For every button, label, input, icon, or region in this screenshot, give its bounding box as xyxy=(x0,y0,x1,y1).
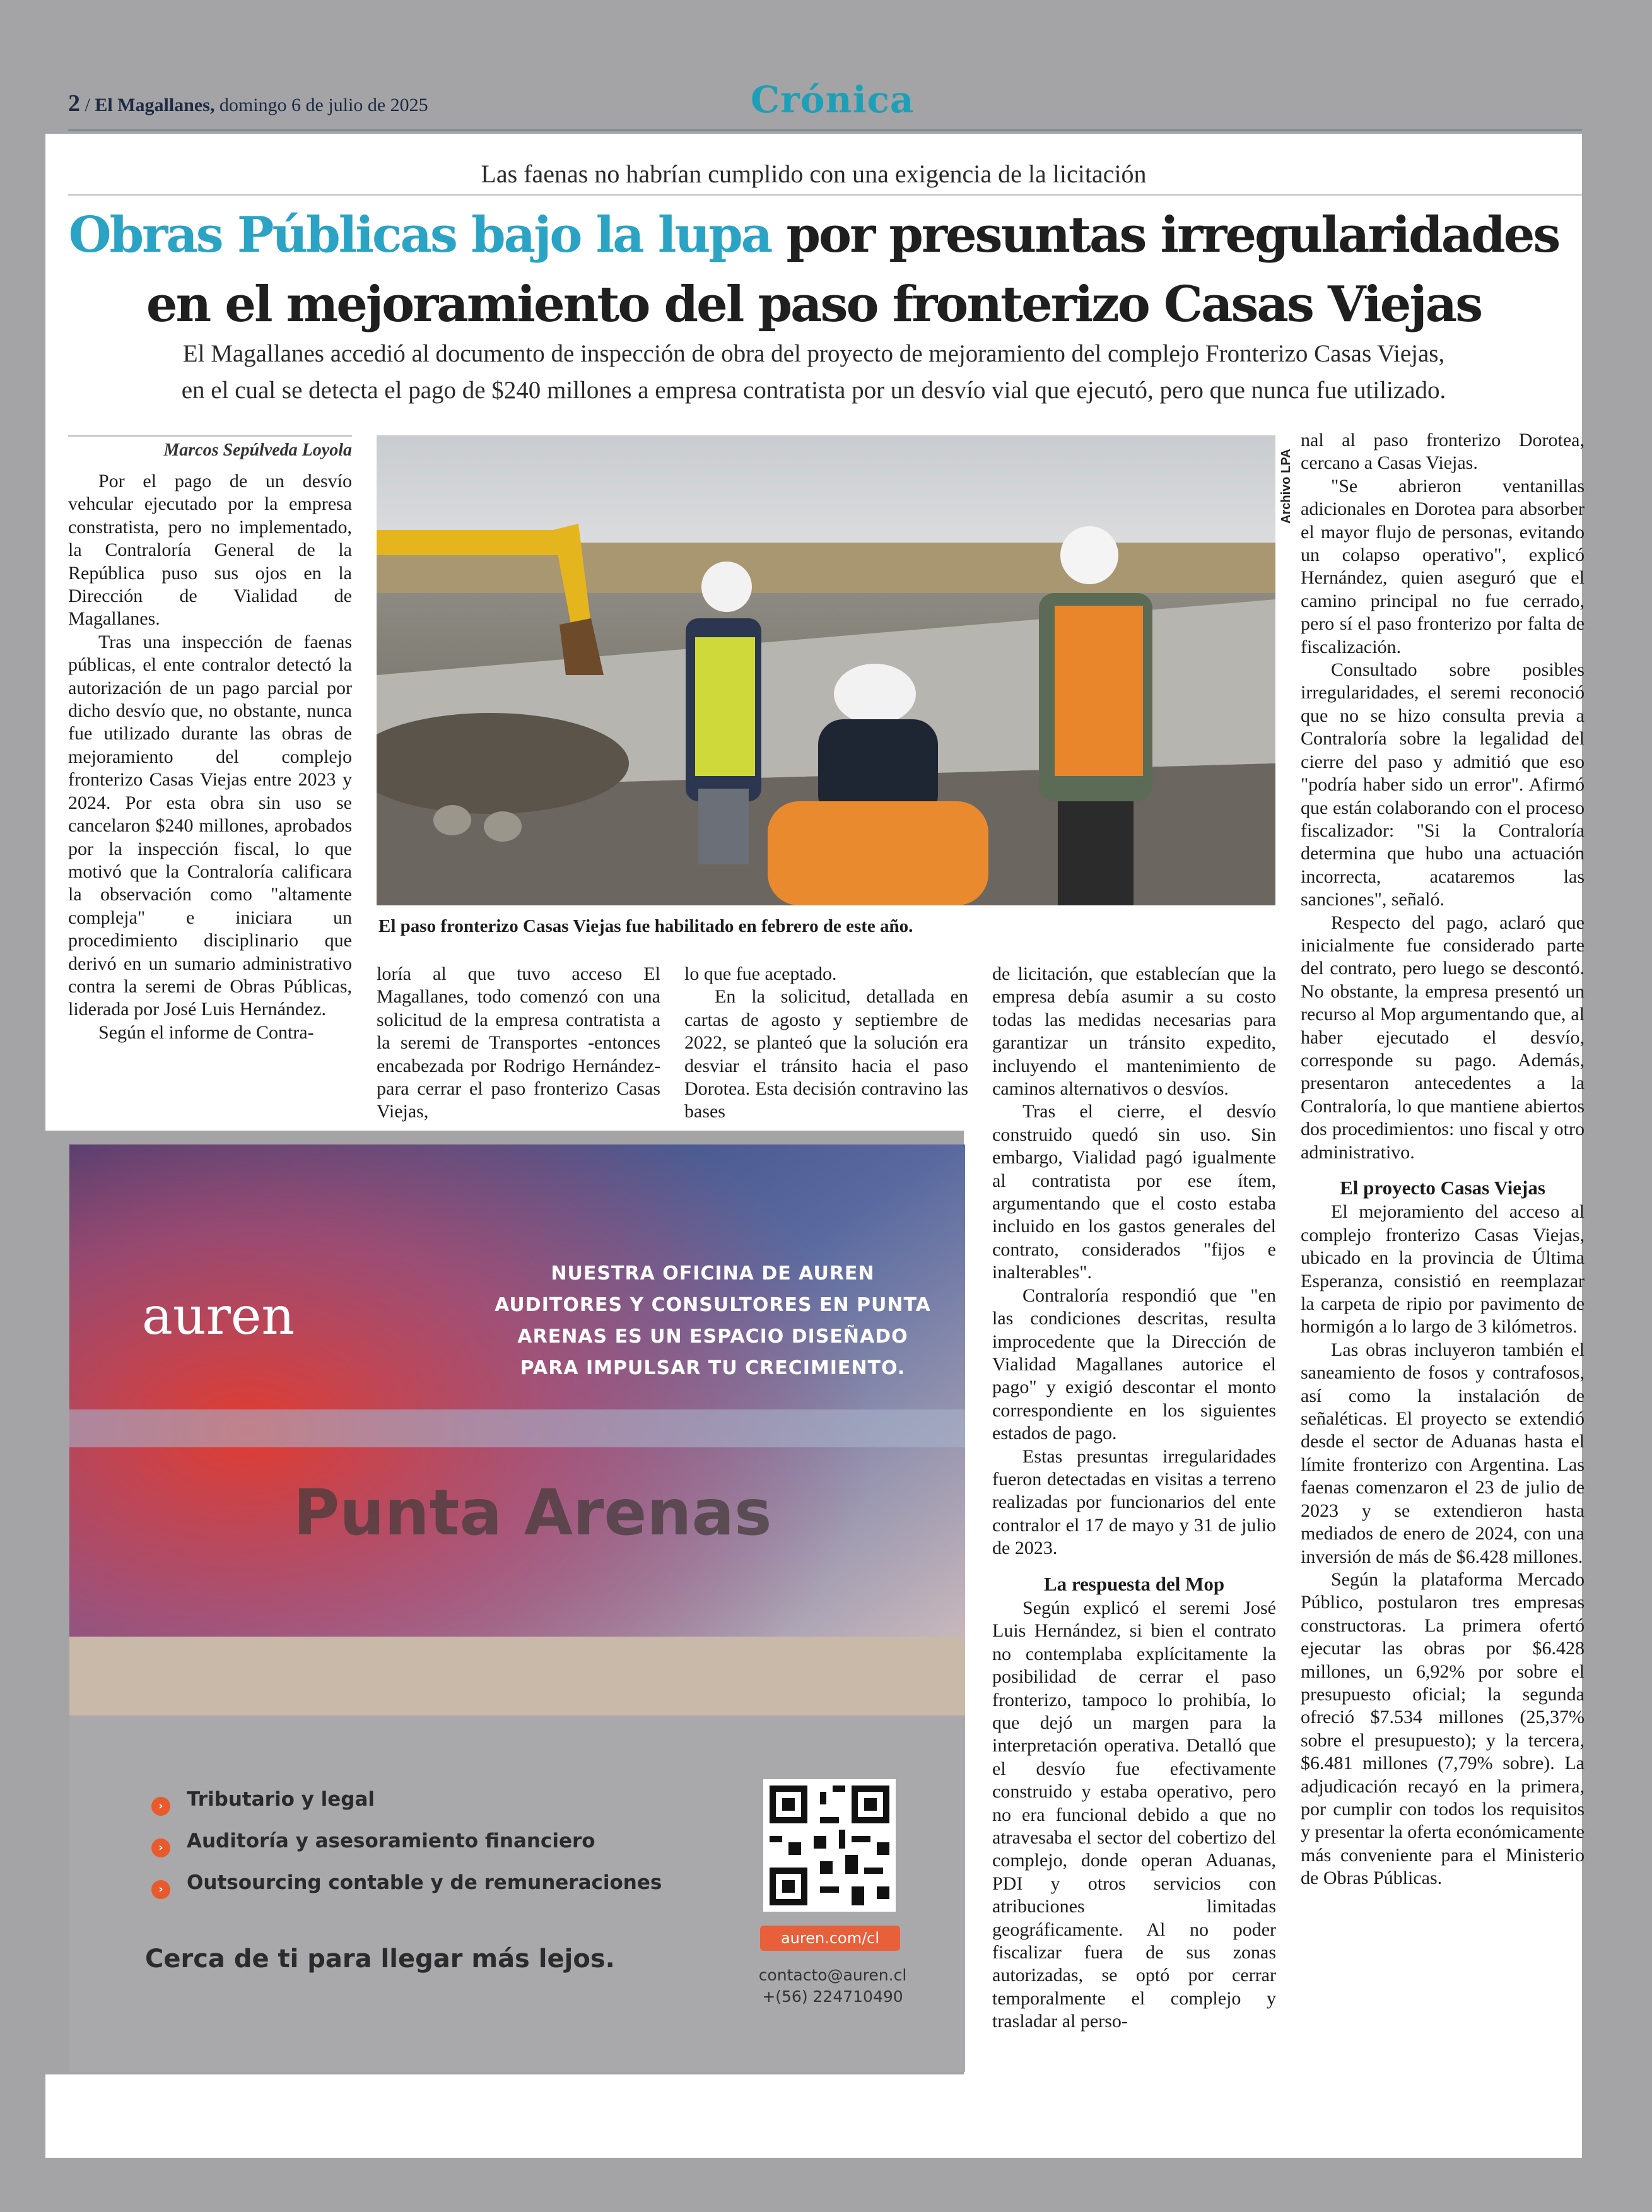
paragraph: loría al que tuvo acceso El Magallanes, todo comenzó con una solicitud de la empresa contratista a la seremi de Transportes -entonces encabezada por Rodrigo Hernández- para cerrar el paso fronterizo Casas Viejas, xyxy=(377,963,660,1122)
text-column-4 xyxy=(992,963,1276,2033)
ad-contact xyxy=(744,1965,921,2008)
ad-service-item xyxy=(151,1871,662,1899)
paragraph: Respecto del pago, aclaró que inicialmente fue considerado parte del contrato, pero luego se descontó. No obstante, la empresa presentó un recurso al Mop argumentando que, al haber ejecutado el desvío, corresponde su pago. Además, presentaron antecedentes a la Contraloría, lo que mantiene abiertos dos procedimientos: uno fiscal y otro administrativo. xyxy=(1301,912,1585,1163)
paragraph: Consultado sobre posibles irregularidades, el seremi reconoció que no se hizo consulta previa a Contraloría sobre la legalidad del cierre del paso y admitió que eso "podría haber sido un error". Afirmó que están colaborando con el proceso fiscalizador: "Si la Contraloría determina que hubo una actuación incorrecta, acataremos las sanciones", señaló. xyxy=(1301,659,1585,910)
ad-message-line: NUESTRA OFICINA DE AUREN xyxy=(551,1262,875,1285)
ad-website-link[interactable]: auren.com/cl xyxy=(760,1926,900,1951)
paragraph: Tras una inspección de faenas públicas, el ente contralor detectó la autorización de un pago parcial por dicho desvío que, no obstante, nunca fue utilizado durante las obras de mejoramiento del complejo fronterizo Casas Viejas entre 2023 y 2024. Por esta obra sin uso se cancelaron $240 millones, aprobados por la inspección fiscal, lo que motivó que la Contraloría calificara la observación como "altamente compleja" e iniciara un procedimiento disciplinario que derivó en un sumario administrativo contra la seremi de Obras Públicas, liderada por José Luis Hernández. xyxy=(68,631,352,1020)
ad-email[interactable]: contacto@auren.cl xyxy=(758,1966,907,1984)
paragraph: nal al paso fronterizo Dorotea, cercano a Casas Viejas. xyxy=(1301,430,1585,474)
arrow-bullet-icon: › xyxy=(151,1797,170,1816)
ad-service-label: Outsourcing contable y de remuneraciones xyxy=(187,1871,662,1894)
arrow-bullet-icon: › xyxy=(151,1880,170,1899)
issue-date: domingo 6 de julio de 2025 xyxy=(219,95,428,115)
article-subhead xyxy=(95,336,1533,409)
paragraph: Tras el cierre, el desvío construido quedó sin uso. Sin embargo, Vialidad pagó igualmente al contratista por ese ítem, argumentando que el costo estaba incluido en los gastos generales del contrato, considerados "fijos e inalterables". xyxy=(992,1101,1276,1283)
paragraph: Estas presuntas irregularidades fueron detectadas en visitas a terreno realizadas por funcionarios del ente contralor el 17 de mayo y 31 de julio de 2023. xyxy=(992,1445,1276,1559)
paragraph: En la solicitud, detallada en cartas de agosto y septiembre de 2022, se planteó que la solución era desviar el tránsito hacia el paso Dorotea. Esta decisión contravino las bases xyxy=(684,986,968,1122)
subhead-line1: El Magallanes accedió al documento de inspección de obra del proyecto de mejoramiento del complejo Fronterizo Casas Viejas, xyxy=(182,340,1445,367)
subhead-line2: en el cual se detecta el pago de $240 millones a empresa contratista por un desvío vial que ejecutó, pero que nunca fue utilizado. xyxy=(181,377,1446,404)
ad-background-image xyxy=(69,1144,965,1715)
paragraph: Por el pago de un desvío vehcular ejecutado por la empresa constratista, pero no implementado, la Contraloría General de la República puso sus ojos en la Dirección de Vialidad de Magallanes. xyxy=(68,471,352,630)
ad-service-label: Tributario y legal xyxy=(187,1788,375,1811)
auren-logo: auren xyxy=(142,1286,295,1346)
header-rule xyxy=(68,129,1582,131)
paragraph: Según la plataforma Mercado Público, postularon tres empresas constructoras. La primera ofertó ejecutar las obras por $6.428 millones, un 6,92% por sobre el presupuesto oficial; la segunda ofreció $7.534 millones (25,37% sobre el presupuesto); y la tercera, $6.481 millones (7,79% sobre). La adjudicación recayó en la primera, por cumplir con todos los requisitos y presentar la oferta económicamente más conveniente para el Ministerio de Obras Públicas. xyxy=(1301,1568,1585,1889)
paragraph: Las obras incluyeron también el saneamiento de fosos y contrafosos, así como la instalación de señaléticas. El proyecto se extendió desde el sector de Aduanas hasta el límite fronterizo con Argentina. Las faenas comenzaron el 23 de julio de 2023 y se extendieron hasta mediados de enero de 2024, con una inversión de más de $6.428 millones. xyxy=(1301,1339,1585,1567)
ad-message-line: PARA IMPULSAR TU CRECIMIENTO. xyxy=(520,1357,906,1379)
ad-message xyxy=(486,1258,940,1384)
paragraph: lo que fue aceptado. xyxy=(684,963,837,984)
photo-credit-text: Archivo LPA xyxy=(1279,449,1293,524)
page-background-bottom xyxy=(45,2074,992,2158)
paragraph: "Se abrieron ventanillas adicionales en Dorotea para absorber el mayor flujo de personas, evitando un colapso operativo", explicó Hernández, quien aseguró que el camino principal no fue cerrado, pero sí el paso fronterizo por falta de fiscalización. xyxy=(1301,475,1585,657)
ad-phone[interactable]: +(56) 224710490 xyxy=(762,1987,903,2006)
subheading-mop-response: La respuesta del Mop xyxy=(1043,1572,1225,1595)
ad-service-item xyxy=(151,1788,375,1816)
page-folio xyxy=(68,90,428,117)
photo-caption: El paso fronterizo Casas Viejas fue habilitado en febrero de este año. xyxy=(378,916,913,936)
paragraph: de licitación, que establecían que la empresa debía asumir a su costo todas las medidas necesarias para garantizar un tránsito expedito, incluyendo el mantenimiento de caminos alternativos o desvíos. xyxy=(992,963,1276,1100)
ad-message-line: ARENAS ES UN ESPACIO DISEÑADO xyxy=(517,1326,908,1348)
ad-banner xyxy=(69,1144,965,1715)
folio-separator: / xyxy=(85,95,90,115)
paragraph: Según el informe de Contra- xyxy=(98,1021,314,1043)
page-number: 2 xyxy=(68,90,80,117)
subheading-project: El proyecto Casas Viejas xyxy=(1340,1177,1545,1199)
photo-credit xyxy=(1279,435,1298,524)
text-column-1 xyxy=(68,470,352,1044)
headline-line1: por presuntas irregularidades xyxy=(771,206,1559,264)
ad-message-line: AUDITORES Y CONSULTORES EN PUNTA xyxy=(495,1294,931,1316)
article-photo xyxy=(377,435,1275,905)
qr-code-graphic xyxy=(763,1779,896,1912)
arrow-bullet-icon: › xyxy=(151,1838,170,1857)
text-column-2 xyxy=(377,963,660,1124)
newspaper-name: El Magallanes, xyxy=(95,95,215,115)
text-column-5 xyxy=(1301,429,1585,1890)
ad-service-item xyxy=(151,1830,595,1857)
qr-code-icon[interactable] xyxy=(763,1779,896,1912)
article-headline xyxy=(45,201,1582,339)
headline-highlight: Obras Públicas bajo la lupa xyxy=(68,206,771,264)
article-kicker: Las faenas no habrían cumplido con una exigencia de la licitación xyxy=(481,160,1147,188)
text-column-3 xyxy=(684,963,968,1124)
ad-service-label: Auditoría y asesoramiento financiero xyxy=(187,1830,595,1852)
section-title: Crónica xyxy=(751,78,915,121)
paragraph: El mejoramiento del acceso al complejo fronterizo Casas Viejas, ubicado en la provincia de Última Esperanza, consistió en reemplazar la carpeta de ripio por pavimento de hormigón a lo largo de 3 kilómetros. xyxy=(1301,1201,1585,1338)
paragraph: Contraloría respondió que "en las condiciones descritas, resulta improcedente que la Dirección de Vialidad Magallanes autorice el pago" y exigió descontar el monto correspondiente en los siguientes estados de pago. xyxy=(992,1285,1276,1444)
headline-line2: en el mejoramiento del paso fronterizo Casas Viejas xyxy=(146,276,1482,333)
byline: Marcos Sepúlveda Loyola xyxy=(68,435,352,461)
construction-site-photo xyxy=(377,435,1275,905)
ad-city-sign: Punta Arenas xyxy=(293,1476,772,1550)
ad-tagline: Cerca de ti para llegar más lejos. xyxy=(145,1944,615,1974)
kicker-rule xyxy=(68,194,1582,196)
advertisement[interactable] xyxy=(69,1144,965,2072)
paragraph: Según explicó el seremi José Luis Hernández, si bien el contrato no contemplaba explícitamente la posibilidad de cerrar el paso fronterizo, tampoco lo prohibía, lo que dejó un margen para la interpretación operativa. Detalló que el desvío fue efectivamente construido y estaba operativo, pero no era funcional debido a que no atravesaba el sector del cobertizo del complejo, donde operan Aduanas, PDI y otros servicios con atribuciones limitadas geográficamente. Al no poder fiscalizar fuera de sus zonas autorizadas, se optó por cerrar temporalmente el complejo y trasladar al perso- xyxy=(992,1597,1276,2032)
